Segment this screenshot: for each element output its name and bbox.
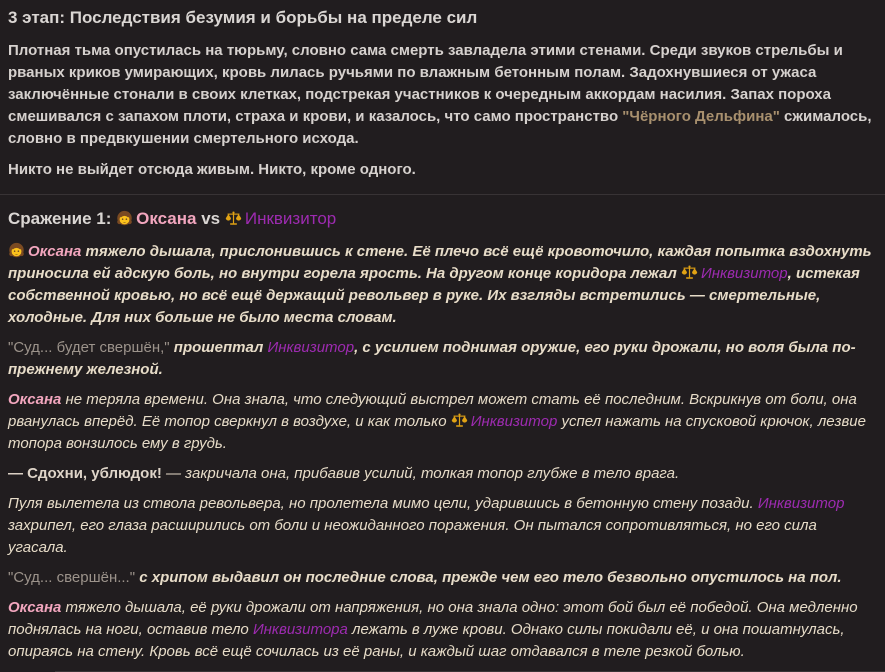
fighter1-name: Оксана	[8, 599, 62, 616]
fighter2-name: Инквизитор	[757, 495, 845, 512]
section-divider-top	[0, 194, 885, 195]
vs-label: vs	[196, 209, 225, 228]
fighter2-name: Инквизитор	[701, 265, 788, 282]
narrative-text: — закричала она, прибавив усилий, толкая топор глубже в тело врага.	[161, 465, 680, 482]
battle-paragraph-quote1	[8, 337, 877, 381]
narrative-text: , истекая собственной кровью, но всё ещё держащий револьвер в руке. Их взгляды встретились — смертельные, холодные. Для них больше не было места словам.	[8, 265, 865, 326]
battle-paragraph-quote2	[8, 567, 877, 589]
stage-title: 3 этап: Последствия безумия и борьбы на пределе сил	[8, 8, 478, 27]
fighter2-name: Инквизитор	[267, 339, 355, 356]
fighter1-name: Оксана	[28, 243, 82, 260]
narrative-text: Пуля вылетела из ствола револьвера, но пролетела мимо цели, ударившись в бетонную стену позади.	[8, 495, 758, 512]
battle-paragraph-attack	[8, 389, 877, 455]
narrative-text: успел нажать на спусковой крючок, лезвие топора вонзилось ему в грудь.	[8, 413, 871, 452]
narrative-text: лежать в луже крови. Однако силы покидали её, и она пошатнулась, опираясь на стену. Кровь всё ещё сочилась из её раны, и каждый шаг отдавался в теле резкой болью.	[8, 621, 849, 660]
black-dolphin-highlight: "Чёрного Дельфина"	[622, 108, 780, 125]
speech-quote: "Суд... будет свершён,"	[8, 339, 170, 356]
battle-paragraph-opening	[8, 241, 877, 329]
woman-emoji	[8, 242, 25, 259]
narrative-text: захрипел, его глаза расширились от боли и неожиданного поражения. Он пытался сопротивляться, но его сила угасала.	[8, 495, 849, 556]
scales-emoji	[681, 264, 698, 281]
intro-warning: Никто не выйдет отсюда живым. Никто, кроме одного.	[8, 161, 416, 178]
intro-text-after: сжималось, словно в предвкушении смертельного исхода.	[8, 108, 876, 147]
attribution-text: , с усилием поднимая оружие, его руки дрожали, но воля была по-прежнему железной.	[8, 339, 856, 378]
fighter1-name: Оксана	[8, 391, 62, 408]
scales-emoji	[451, 412, 468, 429]
speech-quote: "Суд... свершён..."	[8, 569, 136, 586]
attribution-text: прошептал	[169, 339, 268, 356]
fighter2-name: Инквизитора	[252, 621, 348, 638]
scales-emoji	[225, 210, 242, 227]
battle-paragraph-bullet	[8, 493, 877, 559]
shout-text: — Сдохни, ублюдок!	[8, 465, 162, 482]
battle-paragraph-ending	[8, 597, 877, 663]
narrative-text: тяжело дышала, её руки дрожали от напряжения, но она знала одно: этот бой был её победой. Она медленно поднялась на ноги, оставив тело	[8, 599, 862, 638]
fighter1-name: Оксана	[136, 209, 197, 228]
fighter2-name: Инквизитор	[244, 209, 337, 228]
battle-heading	[8, 207, 877, 231]
intro-text-before: Плотная тьма опустилась на тюрьму, словно сама смерть завладела этими стенами. Среди звуков стрельбы и рваных криков умирающих, кровь лилась ручьями по влажным бетонным полам. Задохнувшиеся от ужаса заключённые стонали в своих клетках, подстрекая участников к очередным аккордам насилия. Запах пороха смешивался с запахом плоти, страха и крови, и казалось, что само пространство	[8, 42, 847, 125]
narrative-text: не теряла времени. Она знала, что следующий выстрел может стать её последним. Вскрикнув от боли, она рванулась вперёд. Её топор сверкнул в воздухе, и как только	[8, 391, 861, 430]
woman-emoji	[116, 210, 133, 227]
narrative-text: тяжело дышала, прислонившись к стене. Её плечо всё ещё кровоточило, каждая попытка вздохнуть приносила ей адскую боль, но внутри горела ярость. На другом конце коридора лежал	[8, 243, 876, 282]
intro-paragraph	[8, 40, 877, 150]
battle-heading-prefix: Сражение 1:	[8, 209, 117, 228]
battle-paragraph-shout	[8, 463, 877, 485]
attribution-text: с хрипом выдавил он последние слова, прежде чем его тело безвольно опустилось на пол.	[135, 569, 842, 586]
fighter2-name: Инквизитор	[470, 413, 558, 430]
